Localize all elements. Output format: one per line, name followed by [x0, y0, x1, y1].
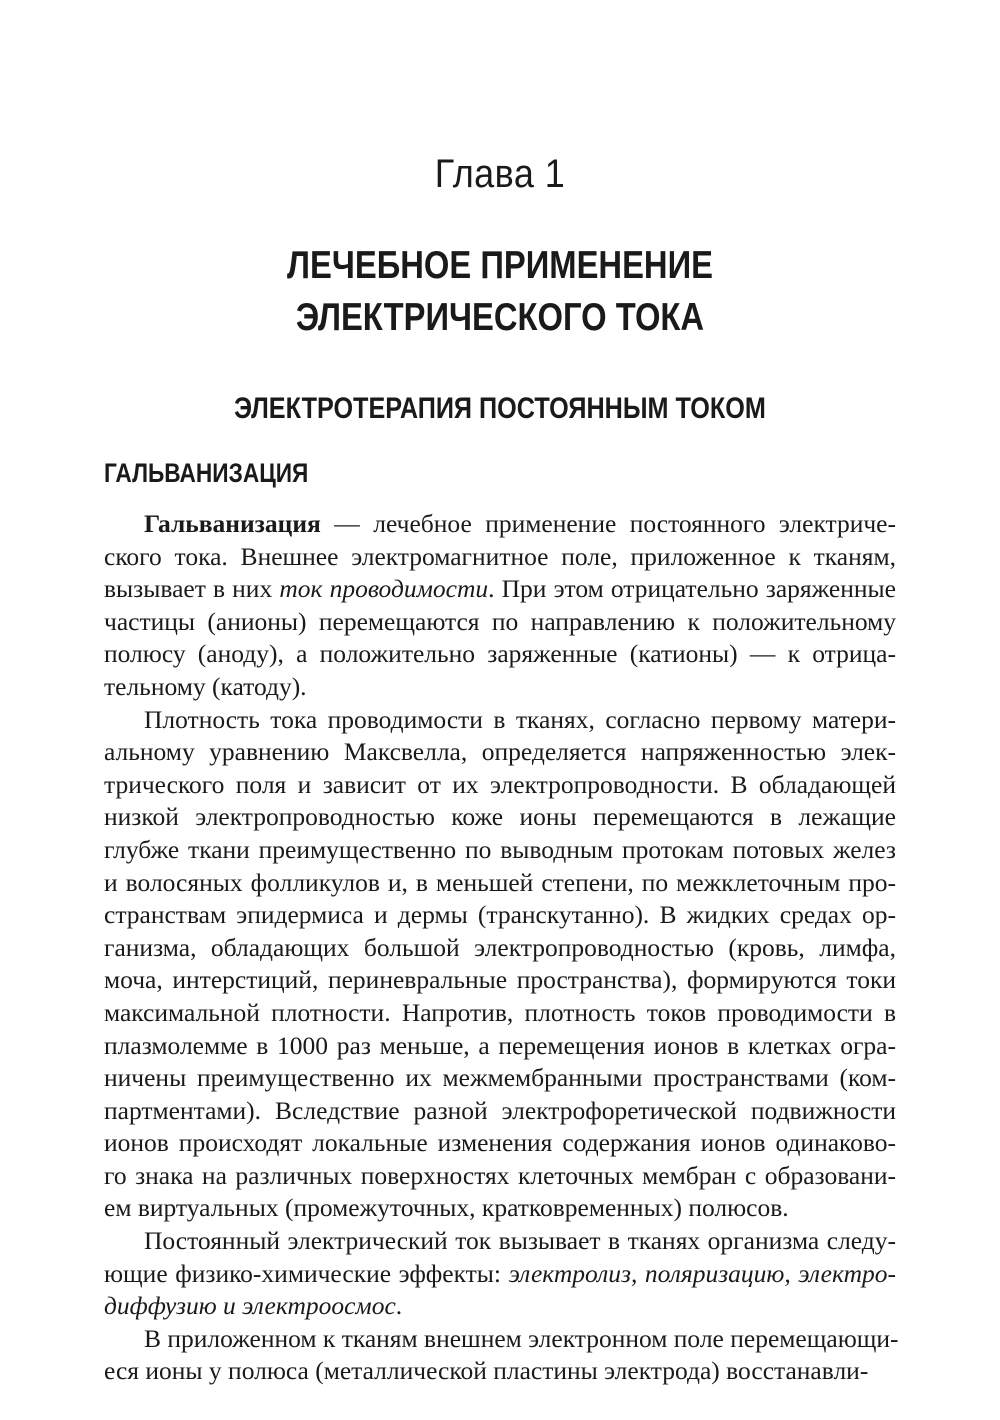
text-run: низкой электропроводностью коже ионы перемещаются в лежащие [104, 802, 896, 832]
text-line [104, 834, 896, 867]
text-line [104, 1225, 896, 1258]
text-line [104, 736, 896, 769]
text-run: странствам эпидермиса и дермы (транскутанно). В жидких средах ор- [104, 900, 896, 930]
text-run: трического поля и зависит от их электропроводности. В обладающей [104, 769, 896, 799]
subsection-title: ГАЛЬВАНИЗАЦИЯ [104, 458, 309, 488]
text-line [104, 997, 896, 1030]
text-run: полюсу (аноду), а положительно заряженные (катионы) — к отрица- [104, 639, 896, 669]
text-line [104, 1192, 896, 1225]
text-line [104, 899, 896, 932]
italic-term: диффузию и электроосмос [104, 1291, 396, 1321]
text-run: моча, интерстиций, периневральные пространства), формируются токи [104, 965, 896, 995]
text-line [104, 508, 896, 541]
paragraph [104, 704, 896, 1226]
italic-term: ток проводимости [279, 574, 489, 604]
text-run: ганизма, обладающих большой электропроводностью (кровь, лимфа, [104, 932, 896, 962]
text-run: частицы (анионы) перемещаются по направлению к положительному [104, 606, 896, 636]
text-run: Постоянный электрический ток вызывает в тканях организма следу- [144, 1226, 896, 1256]
text-line [104, 1095, 896, 1128]
section-title: ЭЛЕКТРОТЕРАПИЯ ПОСТОЯННЫМ ТОКОМ [234, 392, 766, 425]
text-run: го знака на различных поверхностях клеточных мембран с образовани- [104, 1160, 896, 1190]
text-line [104, 932, 896, 965]
text-line [104, 1323, 899, 1356]
paragraph [104, 1323, 899, 1388]
text-run: глубже ткани преимущественно по выводным протокам потовых желез [104, 834, 896, 864]
body-text [104, 508, 899, 1388]
text-run: максимальной плотности. Напротив, плотность токов проводимости в [104, 997, 896, 1027]
text-line [104, 964, 896, 997]
text-run: тельному (катоду). [104, 671, 307, 701]
chapter-title [80, 240, 920, 344]
text-line [104, 1127, 896, 1160]
bold-term: Гальванизация [144, 509, 321, 538]
text-run: партментами). Вследствие разной электрофоретической подвижности [104, 1095, 896, 1125]
paragraph [104, 508, 896, 704]
text-run: В приложенном к тканям внешнем электронном поле перемещающи- [144, 1323, 899, 1353]
paragraph [104, 1225, 896, 1323]
text-run: ничены преимущественно их межмембранными пространствами (ком- [104, 1063, 896, 1093]
text-line [104, 573, 896, 606]
text-run: Плотность тока проводимости в тканях, согласно первому матери- [144, 704, 896, 734]
text-line [104, 867, 896, 900]
text-run: альному уравнению Максвелла, определяется напряженностью элек- [104, 737, 896, 767]
text-run: ем виртуальных (промежуточных, кратковременных) полюсов. [104, 1193, 789, 1223]
text-run: ющие физико-химические эффекты: [104, 1258, 509, 1288]
text-run: еся ионы у полюса (металлической пластины электрода) восстанавли- [104, 1356, 869, 1386]
text-line [104, 1290, 896, 1323]
text-line [104, 801, 896, 834]
text-line [104, 1258, 896, 1291]
italic-term: электролиз, поляризацию, электро- [508, 1258, 896, 1288]
chapter-title-line: ЛЕЧЕБНОЕ ПРИМЕНЕНИЕ [286, 244, 713, 287]
text-run: — лечебное применение постоянного электриче- [320, 509, 896, 538]
text-line [104, 1160, 896, 1193]
text-line [104, 541, 896, 574]
text-run: и волосяных фолликулов и, в меньшей степени, по межклеточным про- [104, 867, 896, 897]
text-line [104, 638, 896, 671]
text-run: вызывает в них [104, 574, 280, 604]
text-line [104, 704, 896, 737]
text-line [104, 1030, 896, 1063]
text-line [104, 1355, 896, 1388]
text-line [104, 606, 896, 639]
chapter-label: Глава 1 [434, 152, 566, 196]
text-run: . [395, 1291, 403, 1321]
chapter-title-line: ЭЛЕКТРИЧЕСКОГО ТОКА [295, 296, 705, 339]
text-run: ского тока. Внешнее электромагнитное поле, приложенное к тканям, [104, 541, 896, 571]
text-run: ионов происходят локальные изменения содержания ионов одинаково- [104, 1128, 896, 1158]
text-run: . При этом отрицательно заряженные [488, 574, 896, 604]
text-run: плазмолемме в 1000 раз меньше, а перемещения ионов в клетках огра- [104, 1030, 896, 1060]
text-line [104, 671, 896, 704]
text-line [104, 769, 896, 802]
text-line [104, 1062, 896, 1095]
